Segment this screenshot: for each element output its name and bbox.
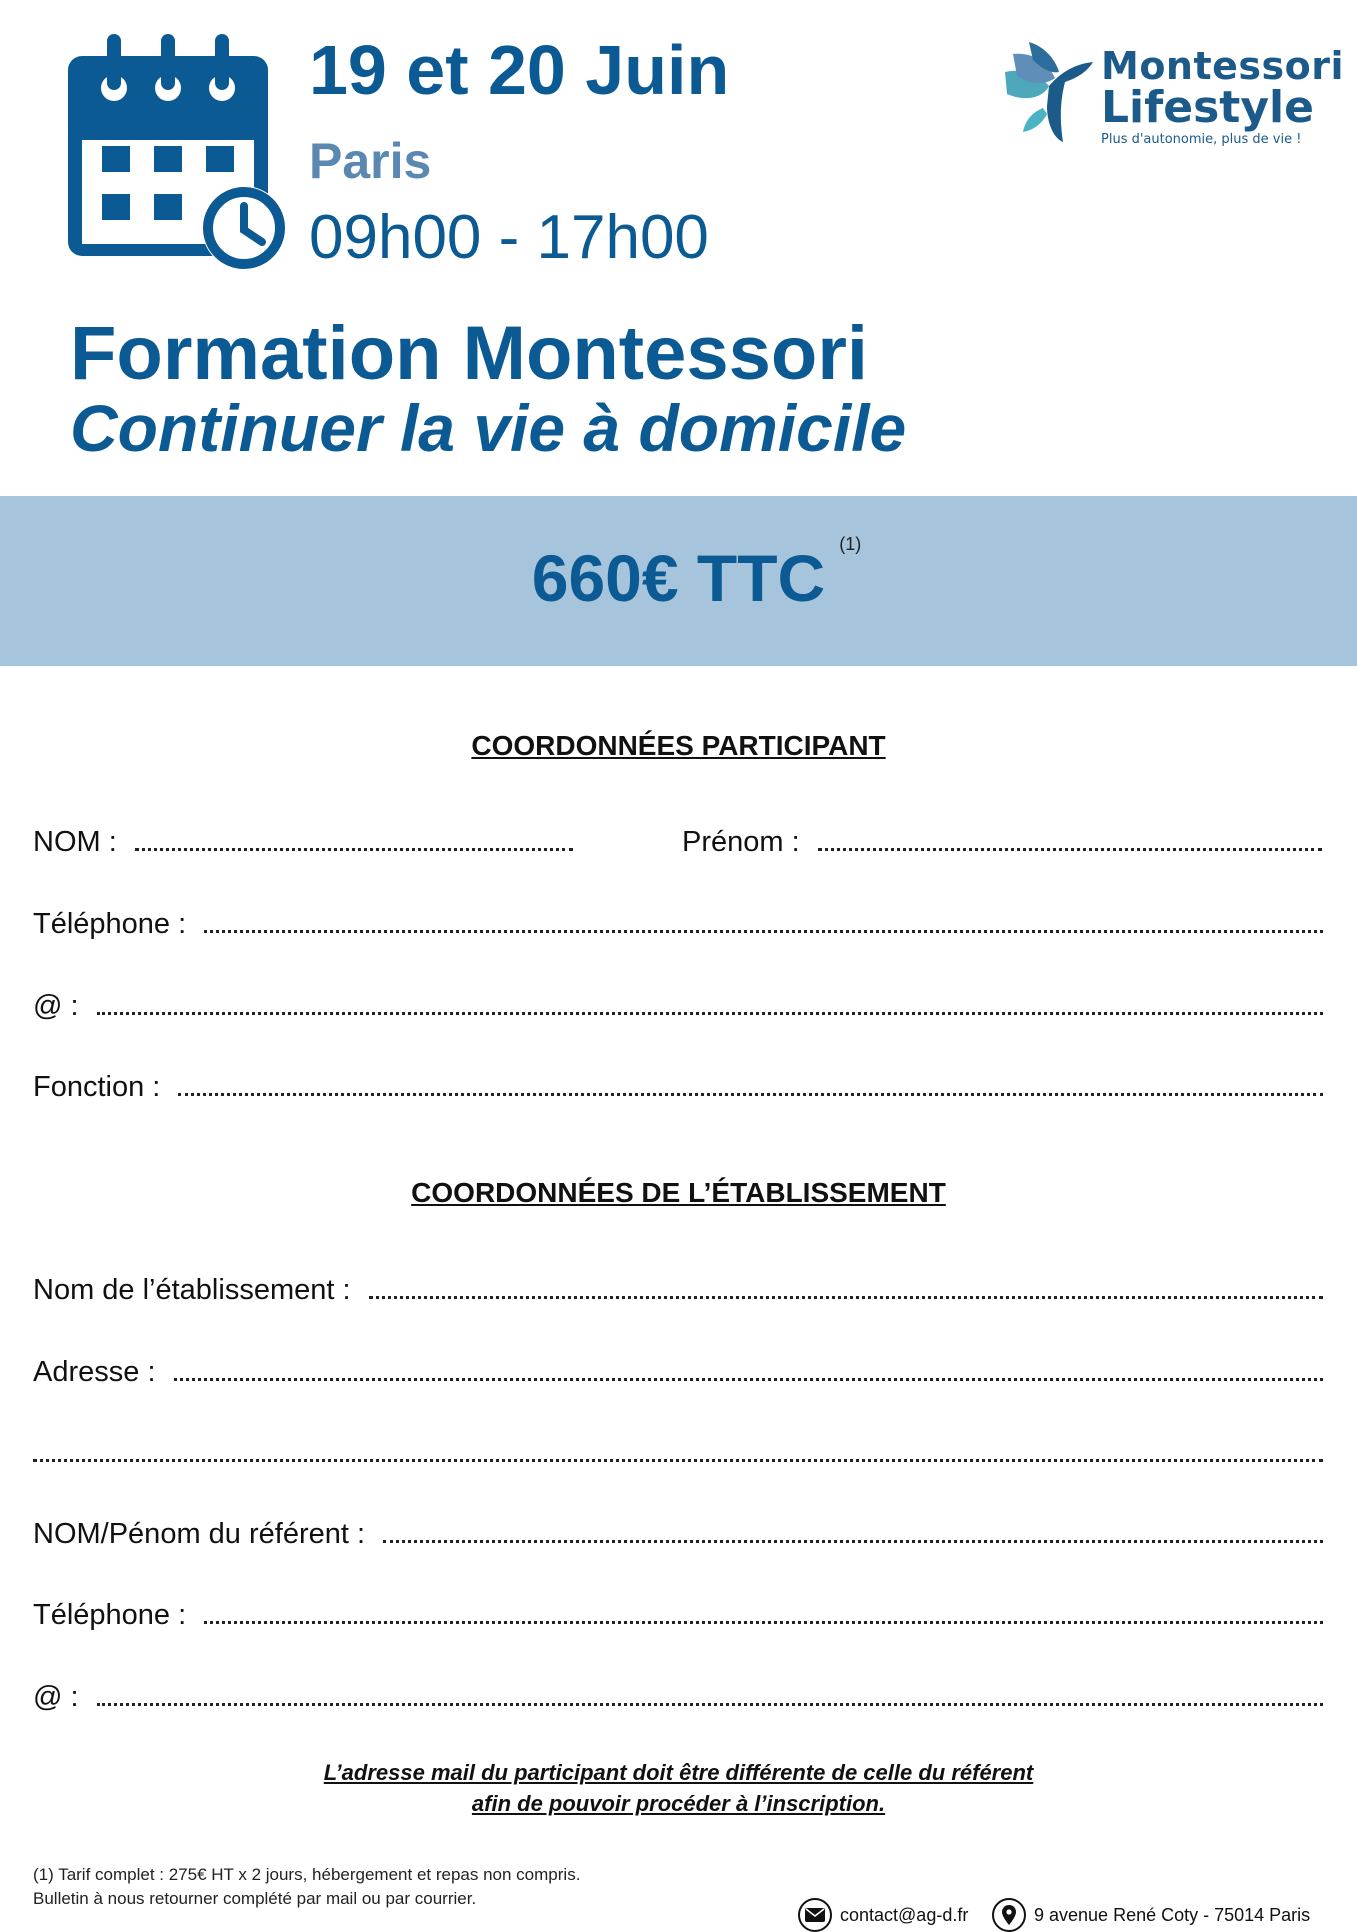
adresse-line2-input-line[interactable]: [33, 1437, 1323, 1462]
email-note: [0, 1757, 1357, 1819]
tarif-footnote-line2: Bulletin à nous retourner complété par mail ou par courrier.: [33, 1889, 477, 1908]
location-pin-icon: [992, 1898, 1026, 1932]
participant-email-field[interactable]: [33, 990, 1323, 1030]
nom-label: NOM :: [33, 826, 117, 858]
logo-line1: Montessori: [1101, 44, 1345, 88]
email-note-line2: afin de pouvoir procéder à l’inscription.: [471, 1791, 886, 1816]
etablissement-telephone-field[interactable]: [33, 1599, 1323, 1639]
adresse-label: Adresse :: [33, 1356, 156, 1388]
fonction-label: Fonction :: [33, 1071, 161, 1103]
event-date: 19 et 20 Juin: [309, 31, 730, 109]
price-amount: 660€ TTC: [531, 541, 826, 615]
participant-telephone-field[interactable]: [33, 908, 1323, 948]
participant-heading: COORDONNÉES PARTICIPANT: [471, 730, 886, 761]
formation-subtitle: Continuer la vie à domicile: [70, 391, 907, 465]
tarif-footnote: [33, 1863, 580, 1911]
tarif-footnote-line1: (1) Tarif complet : 275€ HT x 2 jours, hébergement et repas non compris.: [33, 1865, 581, 1884]
calendar-clock-icon: [68, 30, 294, 280]
adresse-line2-field[interactable]: [33, 1437, 1323, 1477]
referent-field[interactable]: [33, 1518, 1323, 1558]
nom-input-line[interactable]: [135, 826, 573, 851]
price-container: [0, 534, 1357, 616]
price-footnote-ref: (1): [839, 534, 862, 554]
contact-email[interactable]: [798, 1898, 968, 1932]
fonction-input-line[interactable]: [178, 1071, 1323, 1096]
referent-input-line[interactable]: [383, 1518, 1323, 1543]
prenom-field[interactable]: [682, 826, 1322, 866]
mail-icon: [798, 1898, 832, 1932]
prenom-input-line[interactable]: [818, 826, 1322, 851]
fonction-field[interactable]: [33, 1071, 1323, 1111]
contact-email-text[interactable]: contact@ag-d.fr: [840, 1904, 969, 1925]
adresse-input-line[interactable]: [174, 1356, 1324, 1381]
email-note-line1: L’adresse mail du participant doit être différente de celle du référent: [323, 1760, 1034, 1785]
participant-telephone-label: Téléphone :: [33, 908, 187, 940]
contact-address-text: 9 avenue René Coty - 75014 Paris: [1034, 1904, 1311, 1925]
referent-label: NOM/Pénom du référent :: [33, 1518, 366, 1550]
etablissement-heading: COORDONNÉES DE L’ÉTABLISSEMENT: [411, 1177, 946, 1208]
adresse-field[interactable]: [33, 1356, 1323, 1396]
contact-address: [992, 1898, 1310, 1932]
etablissement-telephone-label: Téléphone :: [33, 1599, 187, 1631]
montessori-lifestyle-logo: [1003, 42, 1345, 152]
formation-title: Formation Montessori: [70, 311, 869, 396]
etablissement-nom-input-line[interactable]: [369, 1274, 1323, 1299]
logo-line2: Lifestyle: [1101, 82, 1314, 133]
logo-tagline: Plus d'autonomie, plus de vie !: [1101, 132, 1302, 147]
etablissement-telephone-input-line[interactable]: [204, 1599, 1323, 1624]
event-city: Paris: [309, 133, 432, 189]
etablissement-email-field[interactable]: [33, 1681, 1323, 1721]
participant-email-input-line[interactable]: [97, 990, 1323, 1015]
event-hours: 09h00 - 17h00: [309, 203, 709, 272]
participant-telephone-input-line[interactable]: [204, 908, 1323, 933]
nom-field[interactable]: [33, 826, 573, 866]
bird-logo-icon: [1003, 42, 1095, 148]
etablissement-nom-label: Nom de l’établissement :: [33, 1274, 351, 1306]
etablissement-email-label: @ :: [33, 1681, 79, 1713]
etablissement-email-input-line[interactable]: [97, 1681, 1323, 1706]
etablissement-nom-field[interactable]: [33, 1274, 1323, 1314]
prenom-label: Prénom :: [682, 826, 800, 858]
participant-email-label: @ :: [33, 990, 79, 1022]
